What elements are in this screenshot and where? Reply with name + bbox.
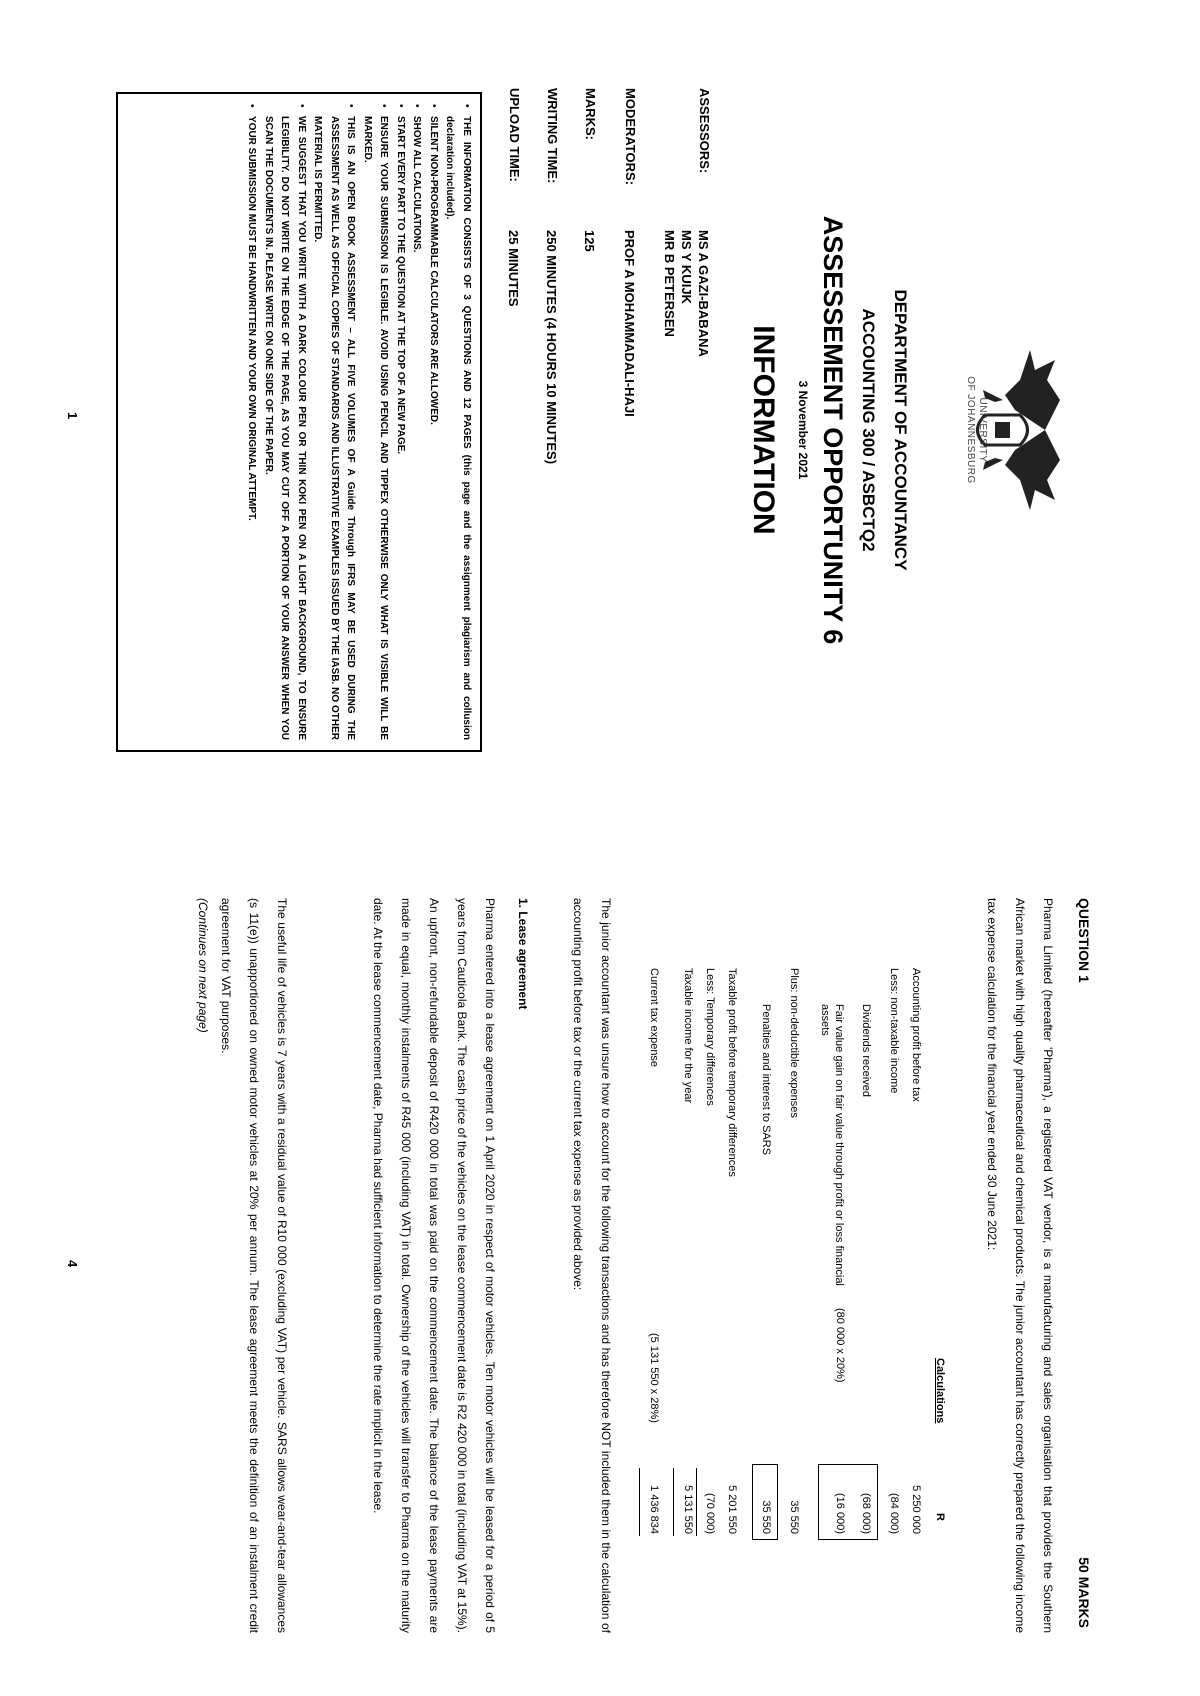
table-row: Fair value gain on fair value through profit or loss financial assets (80 000 x 20%) (16 000) [819,1004,846,1534]
assessor-name: MS A GAZI-BABANA [696,230,711,357]
logo-caption: UNIVERSITY OF JOHANNESBURG [965,376,988,484]
continues-note: (Continues on next page) [196,898,210,1033]
table-row: Dividends received (68 000) [860,1004,872,1534]
instruction-item: • THE INFORMATION CONSISTS OF 3 QUESTIONS AND 12 PAGES (this page and the assignment plagiarism and collusion declaration included). [444,104,472,740]
instruction-item: • SILENT NON-PROGRAMMABLE CALCULATORS ARE ALLOWED. [428,104,439,425]
table-row: Current tax expense (5 131 550 x 28%) 1 436 834 [648,968,660,1534]
rand-header: R [934,1513,946,1521]
assessors-list [661,230,712,750]
calculations-header: Calculations [934,1358,946,1424]
intro-paragraph: Pharma Limited (hereafter 'Pharma'), a registered VAT vendor, is a manufacturing and sales organisation that provides the Southern African market with high quality pharmaceutical and chemical products. The junior accountant has correctly prepared the following income tax expense calculation for the financial year ended 30 June 2021: [985,898,1055,1633]
lease-paragraph: Pharma entered into a lease agreement on 1 April 2020 in respect of motor vehicles. Ten motor vehicles will be leased for a period of 5 years from Cauticola Bank. The cash price of the vehicles on the lease commencement date is R2 420 000 in total (including VAT at 15%). An upfront, non-refundable deposit of R420 000 in total was paid on the commencement date. The balance of the lease payments are made in equal, monthly instalments of R45 000 (including VAT) in total. Ownership of the vehicles will transfer to Pharma on the maturity date. At the lease commencement date, Pharma had sufficient information to determine the rate implicit in the lease. [371,898,497,1633]
final-total-rule [639,1468,640,1536]
table-row: Taxable profit before temporary differences 5 201 550 [726,968,738,1534]
writing-time-value: 250 MINUTES (4 HOURS 10 MINUTES) [544,230,559,465]
question-marks: 50 MARKS [1076,1557,1092,1628]
course-code: ACCOUNTING 300 / ASBCTQ2 [859,308,878,552]
instruction-item: • THIS IS AN OPEN BOOK ASSESSMENT – ALL FIVE VOLUMES OF A Guide Through IFRS MAY BE USED DURING THE ASSESSMENT AS WELL AS OFFICIAL COPIES OF STANDARDS AND ILLUSTRATIVE EXAMPLES ISSUED BY THE IASB. NO OTHER MATERIAL IS PERMITTED. [312,104,357,740]
junior-accountant-paragraph: The junior accountant was unsure how to account for the following transactions and has therefore NOT included them in the calculation of accounting profit before tax or the current tax expense as provided above: [571,898,613,1633]
question-page [0,848,1200,1696]
total-rule [673,1468,674,1536]
instruction-item: • YOUR SUBMISSION MUST BE HANDWRITTEN AND YOUR OWN ORIGINAL ATTEMPT. [246,104,258,521]
department-title: DEPARTMENT OF ACCOUNTANCY [891,289,910,571]
page-number: 1 [65,412,80,420]
writing-time-label: WRITING TIME: [545,88,560,184]
table-row: Accounting profit before tax 5 250 000 [910,968,922,1534]
moderators-value: PROF A MOHAMMADALI-HAJI [622,230,637,417]
assessors-label: ASSESSORS: [697,88,712,174]
instruction-item: • ENSURE YOUR SUBMISSION IS LEGIBLE. AVOID USING PENCIL AND TIPPEX OTHERWISE ONLY WHAT IS VISIBLE WILL BE MARKED. [362,104,390,740]
assessment-date: 3 November 2021 [796,380,810,480]
table-row: Less: non-taxable income (84 000) [888,968,900,1534]
lease-agreement-heading: 1. Lease agreement [516,898,530,1010]
assessor-name: MR B PETERSEN [662,230,677,337]
instructions-list [243,102,474,740]
marks-label: MARKS: [583,88,598,140]
subtotal-rule [696,1468,697,1536]
boxed-amount [752,1464,778,1540]
assessment-title: ASSESSEMENT OPPORTUNITY 6 [818,215,848,645]
table-row: Taxable income for the year 5 131 550 [682,968,694,1534]
information-heading: INFORMATION [747,325,780,535]
table-row: Plus: non-deductible expenses 35 550 [788,968,800,1534]
moderators-label: MODERATORS: [623,88,638,186]
boxed-amounts [818,1464,878,1540]
useful-life-paragraph: The useful life of vehicles is 7 years with a residual value of R10 000 (excluding VAT) per vehicle. SARS allows wear-and-tear allowances (s 11(e)) unapportioned on owned motor vehicles at 20% per annum. The lease agreement meets the definition of an instalment credit agreement for VAT purposes. [219,898,289,1633]
assessor-name: MS Y KUIJK [679,230,694,304]
table-row: Penalties and interest to SARS 35 550 [760,1004,772,1534]
university-logo-icon [945,340,1065,520]
table-row: Less: Temporary differences (70 000) [704,968,716,1534]
upload-time-label: UPLOAD TIME: [507,88,522,182]
question-title: QUESTION 1 [1076,898,1092,983]
page-number: 4 [65,1260,80,1268]
marks-value: 125 [582,230,597,252]
instruction-item: • START EVERY PART TO THE QUESTION AT THE TOP OF A NEW PAGE. [395,104,406,455]
instruction-item: • WE SUGGEST THAT YOU WRITE WITH A DARK COLOUR PEN OR THIN KOKI PEN ON A LIGHT BACKGROUND, TO ENSURE LEGIBILITY. DO NOT WRITE ON THE EDGE OF THE PAGE, AS YOU MAY CUT OFF A PORTION OF YOUR ANSWER WHEN YOU SCAN THE DOCUMENTS IN. PLEASE WRITE ON ONE SIDE OF THE PAPER. [263,104,307,740]
instruction-item: • SHOW ALL CALCULATIONS. [411,104,423,253]
instructions-box [116,92,482,752]
upload-time-value: 25 MINUTES [506,230,521,307]
